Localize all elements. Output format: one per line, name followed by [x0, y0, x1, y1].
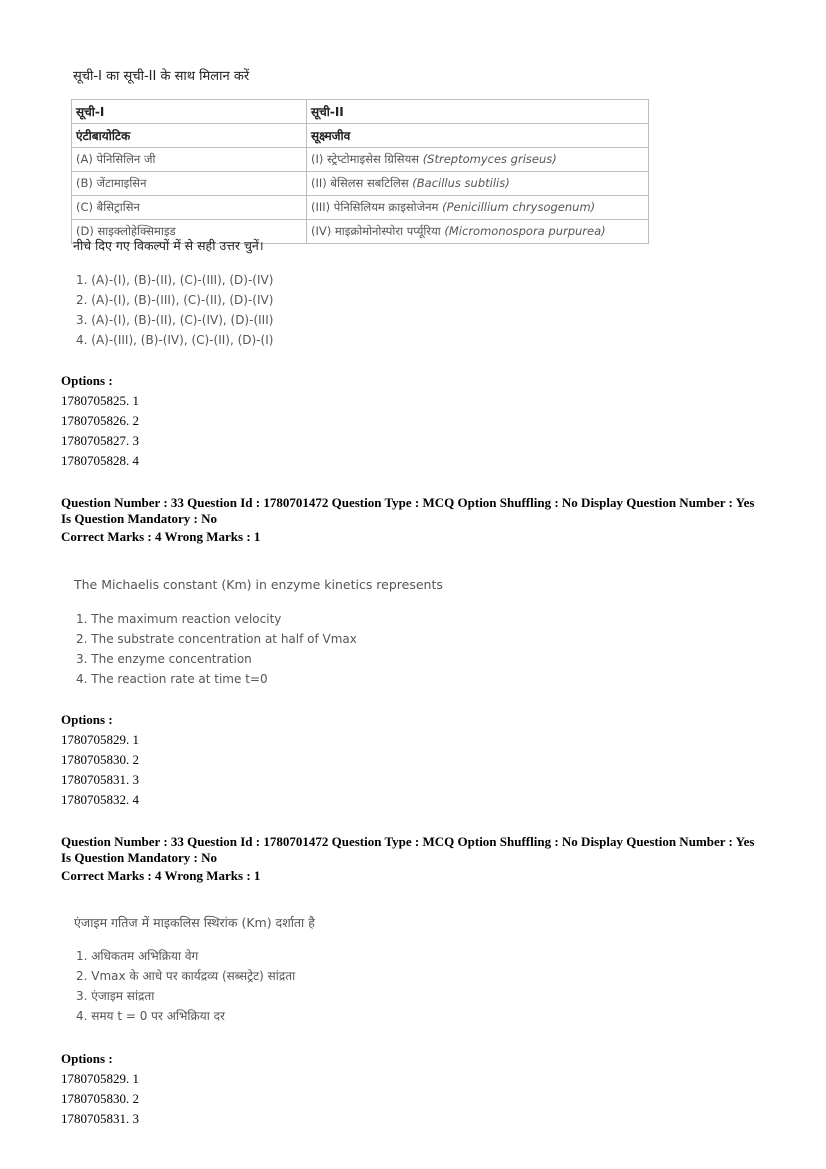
question-prompt: नीचे दिए गए विकल्पों में से सही उत्तर चुनें।: [73, 238, 264, 253]
option-item: 1780705829. 1: [61, 732, 139, 747]
choice-list: [76, 609, 357, 689]
choice-item: 2. (A)-(I), (B)-(III), (C)-(II), (D)-(IV): [76, 293, 274, 307]
table-header-list2: सूची-II: [307, 100, 649, 124]
table-cell-left: (C) बैसिट्रासिन: [72, 196, 307, 220]
question-text: The Michaelis constant (Km) in enzyme kinetics represents: [74, 577, 443, 592]
choice-item: 4. समय t = 0 पर अभिक्रिया दर: [76, 1009, 225, 1023]
options-label: Options :: [61, 373, 113, 388]
choice-item: 4. (A)-(III), (B)-(IV), (C)-(II), (D)-(I): [76, 333, 274, 347]
table-cell-right: (III) पेनिसिलियम क्राइसोजेनम (Penicillium chrysogenum): [307, 196, 649, 220]
mandatory-line: Is Question Mandatory : No: [61, 850, 218, 865]
option-item: 1780705826. 2: [61, 413, 139, 428]
option-item: 1780705831. 3: [61, 772, 139, 787]
choice-item: 3. (A)-(I), (B)-(II), (C)-(IV), (D)-(III): [76, 313, 274, 327]
choice-item: 3. एंजाइम सांद्रता: [76, 989, 155, 1003]
table-row: [72, 196, 649, 220]
table-subheader-antibiotic: एंटीबायोटिक: [72, 124, 307, 148]
question-meta: Question Number : 33 Question Id : 1780701472 Question Type : MCQ Option Shuffling : No Display Question Number : Yes: [61, 495, 755, 510]
match-table: [71, 99, 649, 244]
table-cell-left: (A) पेनिसिलिन जी: [72, 148, 307, 172]
table-cell-right: (I) स्ट्रेप्टोमाइसेस ग्रिसियस (Streptomyces griseus): [307, 148, 649, 172]
choice-item: 3. The enzyme concentration: [76, 652, 252, 666]
choice-list: [76, 946, 295, 1026]
options-list: [61, 730, 139, 810]
choice-item: 1. (A)-(I), (B)-(II), (C)-(III), (D)-(IV): [76, 273, 274, 287]
table-row: [72, 172, 649, 196]
options-list: [61, 391, 139, 471]
options-label: Options :: [61, 712, 113, 727]
option-item: 1780705829. 1: [61, 1071, 139, 1086]
choice-item: 2. Vmax के आधे पर कार्यद्रव्य (सब्सट्रेट) सांद्रता: [76, 969, 296, 983]
match-instruction: सूची-I का सूची-II के साथ मिलान करें: [73, 69, 250, 84]
choice-item: 4. The reaction rate at time t=0: [76, 672, 268, 686]
table-cell-left: (B) जेंटामाइसिन: [72, 172, 307, 196]
choice-list: [76, 270, 273, 350]
table-subheader-microbe: सूक्ष्मजीव: [307, 124, 649, 148]
table-cell-left: (D) साइक्लोहेक्सिमाइड: [72, 220, 307, 244]
mandatory-line: Is Question Mandatory : No: [61, 511, 218, 526]
options-label: Options :: [61, 1051, 113, 1066]
table-cell-right: (II) बेसिलस सबटिलिस (Bacillus subtilis): [307, 172, 649, 196]
choice-item: 1. अधिकतम अभिक्रिया वेग: [76, 949, 199, 963]
marks-line: Correct Marks : 4 Wrong Marks : 1: [61, 868, 261, 883]
table-cell-right: (IV) माइक्रोमोनोस्पोरा पर्प्यूरिया (Micromonospora purpurea): [307, 220, 649, 244]
options-list: [61, 1069, 139, 1129]
marks-line: Correct Marks : 4 Wrong Marks : 1: [61, 529, 261, 544]
choice-item: 2. The substrate concentration at half of Vmax: [76, 632, 357, 646]
choice-item: 1. The maximum reaction velocity: [76, 612, 282, 626]
question-meta: Question Number : 33 Question Id : 1780701472 Question Type : MCQ Option Shuffling : No Display Question Number : Yes: [61, 834, 755, 849]
option-item: 1780705825. 1: [61, 393, 139, 408]
question-text: एंजाइम गतिज में माइकलिस स्थिरांक (Km) दर्शाता है: [74, 915, 315, 930]
option-item: 1780705827. 3: [61, 433, 139, 448]
option-item: 1780705830. 2: [61, 752, 139, 767]
option-item: 1780705830. 2: [61, 1091, 139, 1106]
option-item: 1780705832. 4: [61, 792, 139, 807]
option-item: 1780705831. 3: [61, 1111, 139, 1126]
table-row: [72, 148, 649, 172]
option-item: 1780705828. 4: [61, 453, 139, 468]
table-header-list1: सूची-I: [72, 100, 307, 124]
